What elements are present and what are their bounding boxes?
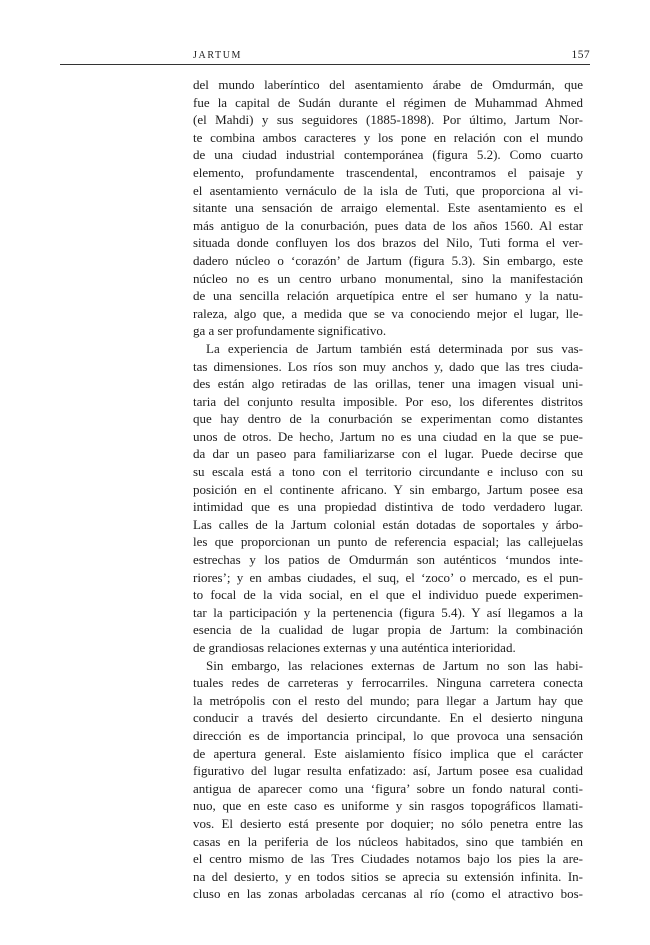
running-head-title: JARTUM <box>193 50 243 61</box>
text-line: su escala está a tono con el territorio circundante e incluso con su <box>193 464 583 480</box>
text-line: del mundo laberíntico del asentamiento árabe de Omdurmán, que <box>193 77 583 92</box>
text-line: tuales redes de carreteras y ferrocarriles. Ninguna carretera conecta <box>193 675 583 691</box>
text-line: el asentamiento vernáculo de la isla de Tuti, que proporciona al vi- <box>193 182 583 198</box>
text-line: ga a ser profundamente significativo. <box>193 323 387 339</box>
text-line: de una ciudad industrial contemporánea (figura 5.2). Como cuarto <box>193 147 583 163</box>
text-line: sitante una sensación de arraigo elemental. Este asentamiento es el <box>193 200 583 216</box>
text-line: vos. El desierto está presente por doquier; no sólo penetra entre las <box>193 815 583 831</box>
text-line: (el Mahdi) y sus seguidores (1885-1898). Por último, Jartum Nor- <box>193 112 583 128</box>
text-line: fue la capital de Sudán durante el régimen de Muhammad Ahmed <box>193 94 583 110</box>
text-line: que hay dentro de la conurbación se experimentan como distantes <box>193 411 583 427</box>
header-rule <box>60 64 590 65</box>
text-line: estrechas y los patios de Omdurmán son auténticos ‘mundos inte- <box>193 552 583 568</box>
text-line: casas en la periferia de los núcleos habitados, sino que también en <box>193 833 583 849</box>
page-number: 157 <box>571 49 590 61</box>
text-line: unos de otros. De hecho, Jartum no es una ciudad en la que se pue- <box>193 428 583 444</box>
text-line: el centro mismo de las Tres Ciudades notamos bajo los pies la are- <box>193 851 583 867</box>
text-line: situada donde confluyen los dos brazos del Nilo, Tuti forma el ver- <box>193 235 583 251</box>
text-line: de una sencilla relación arquetípica entre el ser humano y la natu- <box>193 288 583 304</box>
text-line: La experiencia de Jartum también está determinada por sus vas- <box>206 340 583 356</box>
text-line: intimidad que es una propiedad distintiva de todo verdadero lugar. <box>193 499 583 515</box>
text-line: figurativo del lugar resulta enfatizado: así, Jartum posee esa cualidad <box>193 763 583 779</box>
text-line: conducir a través del desierto circundante. En el desierto ninguna <box>193 710 583 726</box>
text-line: des están algo retiradas de las orillas, tener una imagen visual uni- <box>193 376 583 392</box>
text-line: núcleo no es un centro urbano monumental, sino la manifestación <box>193 270 583 286</box>
text-line: riores’; y en ambas ciudades, el suq, el ‘zoco’ o mercado, es el pun- <box>193 569 583 585</box>
text-line: la metrópolis con el resto del mundo; para llegar a Jartum hay que <box>193 692 583 708</box>
text-line: esencia de la cualidad de lugar propia de Jartum: la combinación <box>193 622 583 638</box>
text-line: elemento, profundamente trascendental, encontramos el paisaje y <box>193 164 583 180</box>
text-line: nuo, que en este caso es uniforme y sin rasgos topográficos llamati- <box>193 798 583 814</box>
text-line: cluso en las zonas arboladas cercanas al río (como el atractivo bos- <box>193 886 583 902</box>
text-line: to focal de la vida social, en el que el individuo puede experimen- <box>193 587 583 603</box>
text-line: les que proporcionan un punto de referencia espacial; las callejuelas <box>193 534 583 550</box>
text-line: posición en el continente africano. Y sin embargo, Jartum posee esa <box>193 481 583 497</box>
text-line: Sin embargo, las relaciones externas de Jartum no son las habi- <box>206 657 583 673</box>
text-line: de apertura general. Este aislamiento físico implica que el carácter <box>193 745 583 761</box>
text-line: de grandiosas relaciones externas y una auténtica interioridad. <box>193 640 516 655</box>
text-line: da dar un paseo para familiarizarse con el lugar. Puede decirse que <box>193 446 583 462</box>
text-line: tar la participación y la pertenencia (figura 5.4). Y así llegamos a la <box>193 604 583 620</box>
text-line: te combina ambos caracteres y los pone en relación con el mundo <box>193 129 583 145</box>
text-line: raleza, algo que, a medida que se va conociendo mejor el lugar, lle- <box>193 305 583 321</box>
text-line: más antiguo de la conurbación, pues data de los años 1560. Al estar <box>193 217 583 233</box>
text-line: dadero núcleo o ‘corazón’ de Jartum (figura 5.3). Sin embargo, este <box>193 252 583 268</box>
text-line: Las calles de la Jartum colonial están dotadas de soportales y árbo- <box>193 516 583 532</box>
body-text <box>193 76 583 903</box>
text-line: dirección es de importancia principal, lo que provoca una sensación <box>193 727 583 743</box>
text-line: taria del conjunto resulta imposible. Por eso, los diferentes distritos <box>193 393 583 409</box>
text-line: antigua de aparecer como una ‘figura’ sobre un fondo natural conti- <box>193 780 583 796</box>
text-line: na del desierto, y en todos sitios se aprecia su extensión infinita. In- <box>193 868 583 884</box>
text-line: tas dimensiones. Los ríos son muy anchos y, dado que las tres ciuda- <box>193 358 583 374</box>
